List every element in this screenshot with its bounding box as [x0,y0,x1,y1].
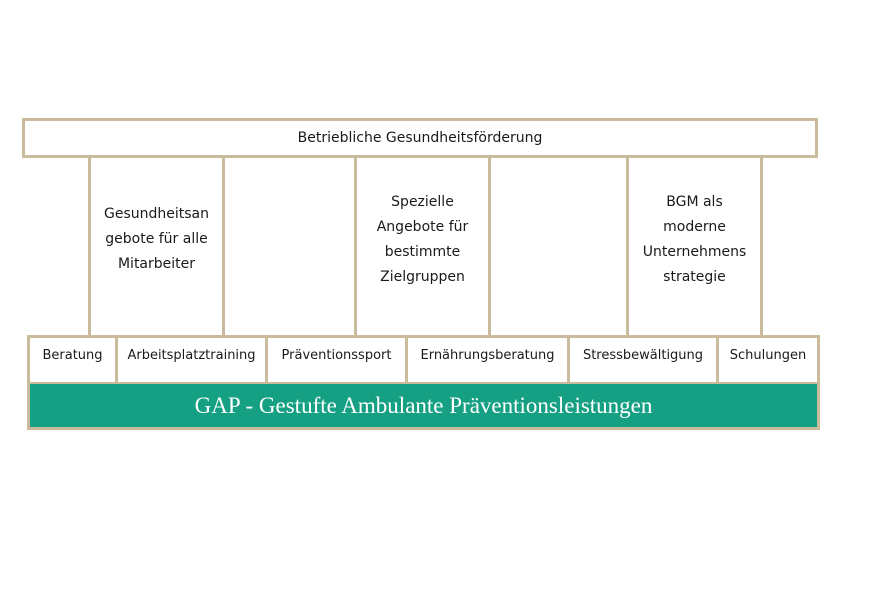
foundation-label: GAP - Gestufte Ambulante Präventionsleistungen [194,392,653,418]
service-label: Schulungen [729,348,807,363]
pillar-label: Spezielle Angebote für bestimmte Zielgruppen [376,194,469,285]
service-label: Ernährungsberatung [420,348,555,363]
service-cell [570,338,719,382]
service-cell [719,338,817,382]
service-label: Arbeitsplatztraining [127,348,256,363]
service-cell [268,338,408,382]
services-row [27,335,820,382]
roof-label: Betriebliche Gesundheitsförderung [297,130,543,146]
pillar-label: Gesundheitsan gebote für alle Mitarbeiter [104,206,209,272]
pillar-bgm-strategy [626,158,763,335]
service-label: Beratung [42,348,103,363]
pillar-label: BGM als moderne Unternehmens strategie [642,194,747,285]
roof-box [22,118,818,158]
service-label: Stressbewältigung [582,348,704,363]
service-cell [408,338,570,382]
service-cell [118,338,268,382]
pillar-all-employees [88,158,225,335]
service-label: Präventionssport [281,348,392,363]
foundation-banner [27,382,820,430]
pillar-target-groups [354,158,491,335]
service-cell [30,338,118,382]
